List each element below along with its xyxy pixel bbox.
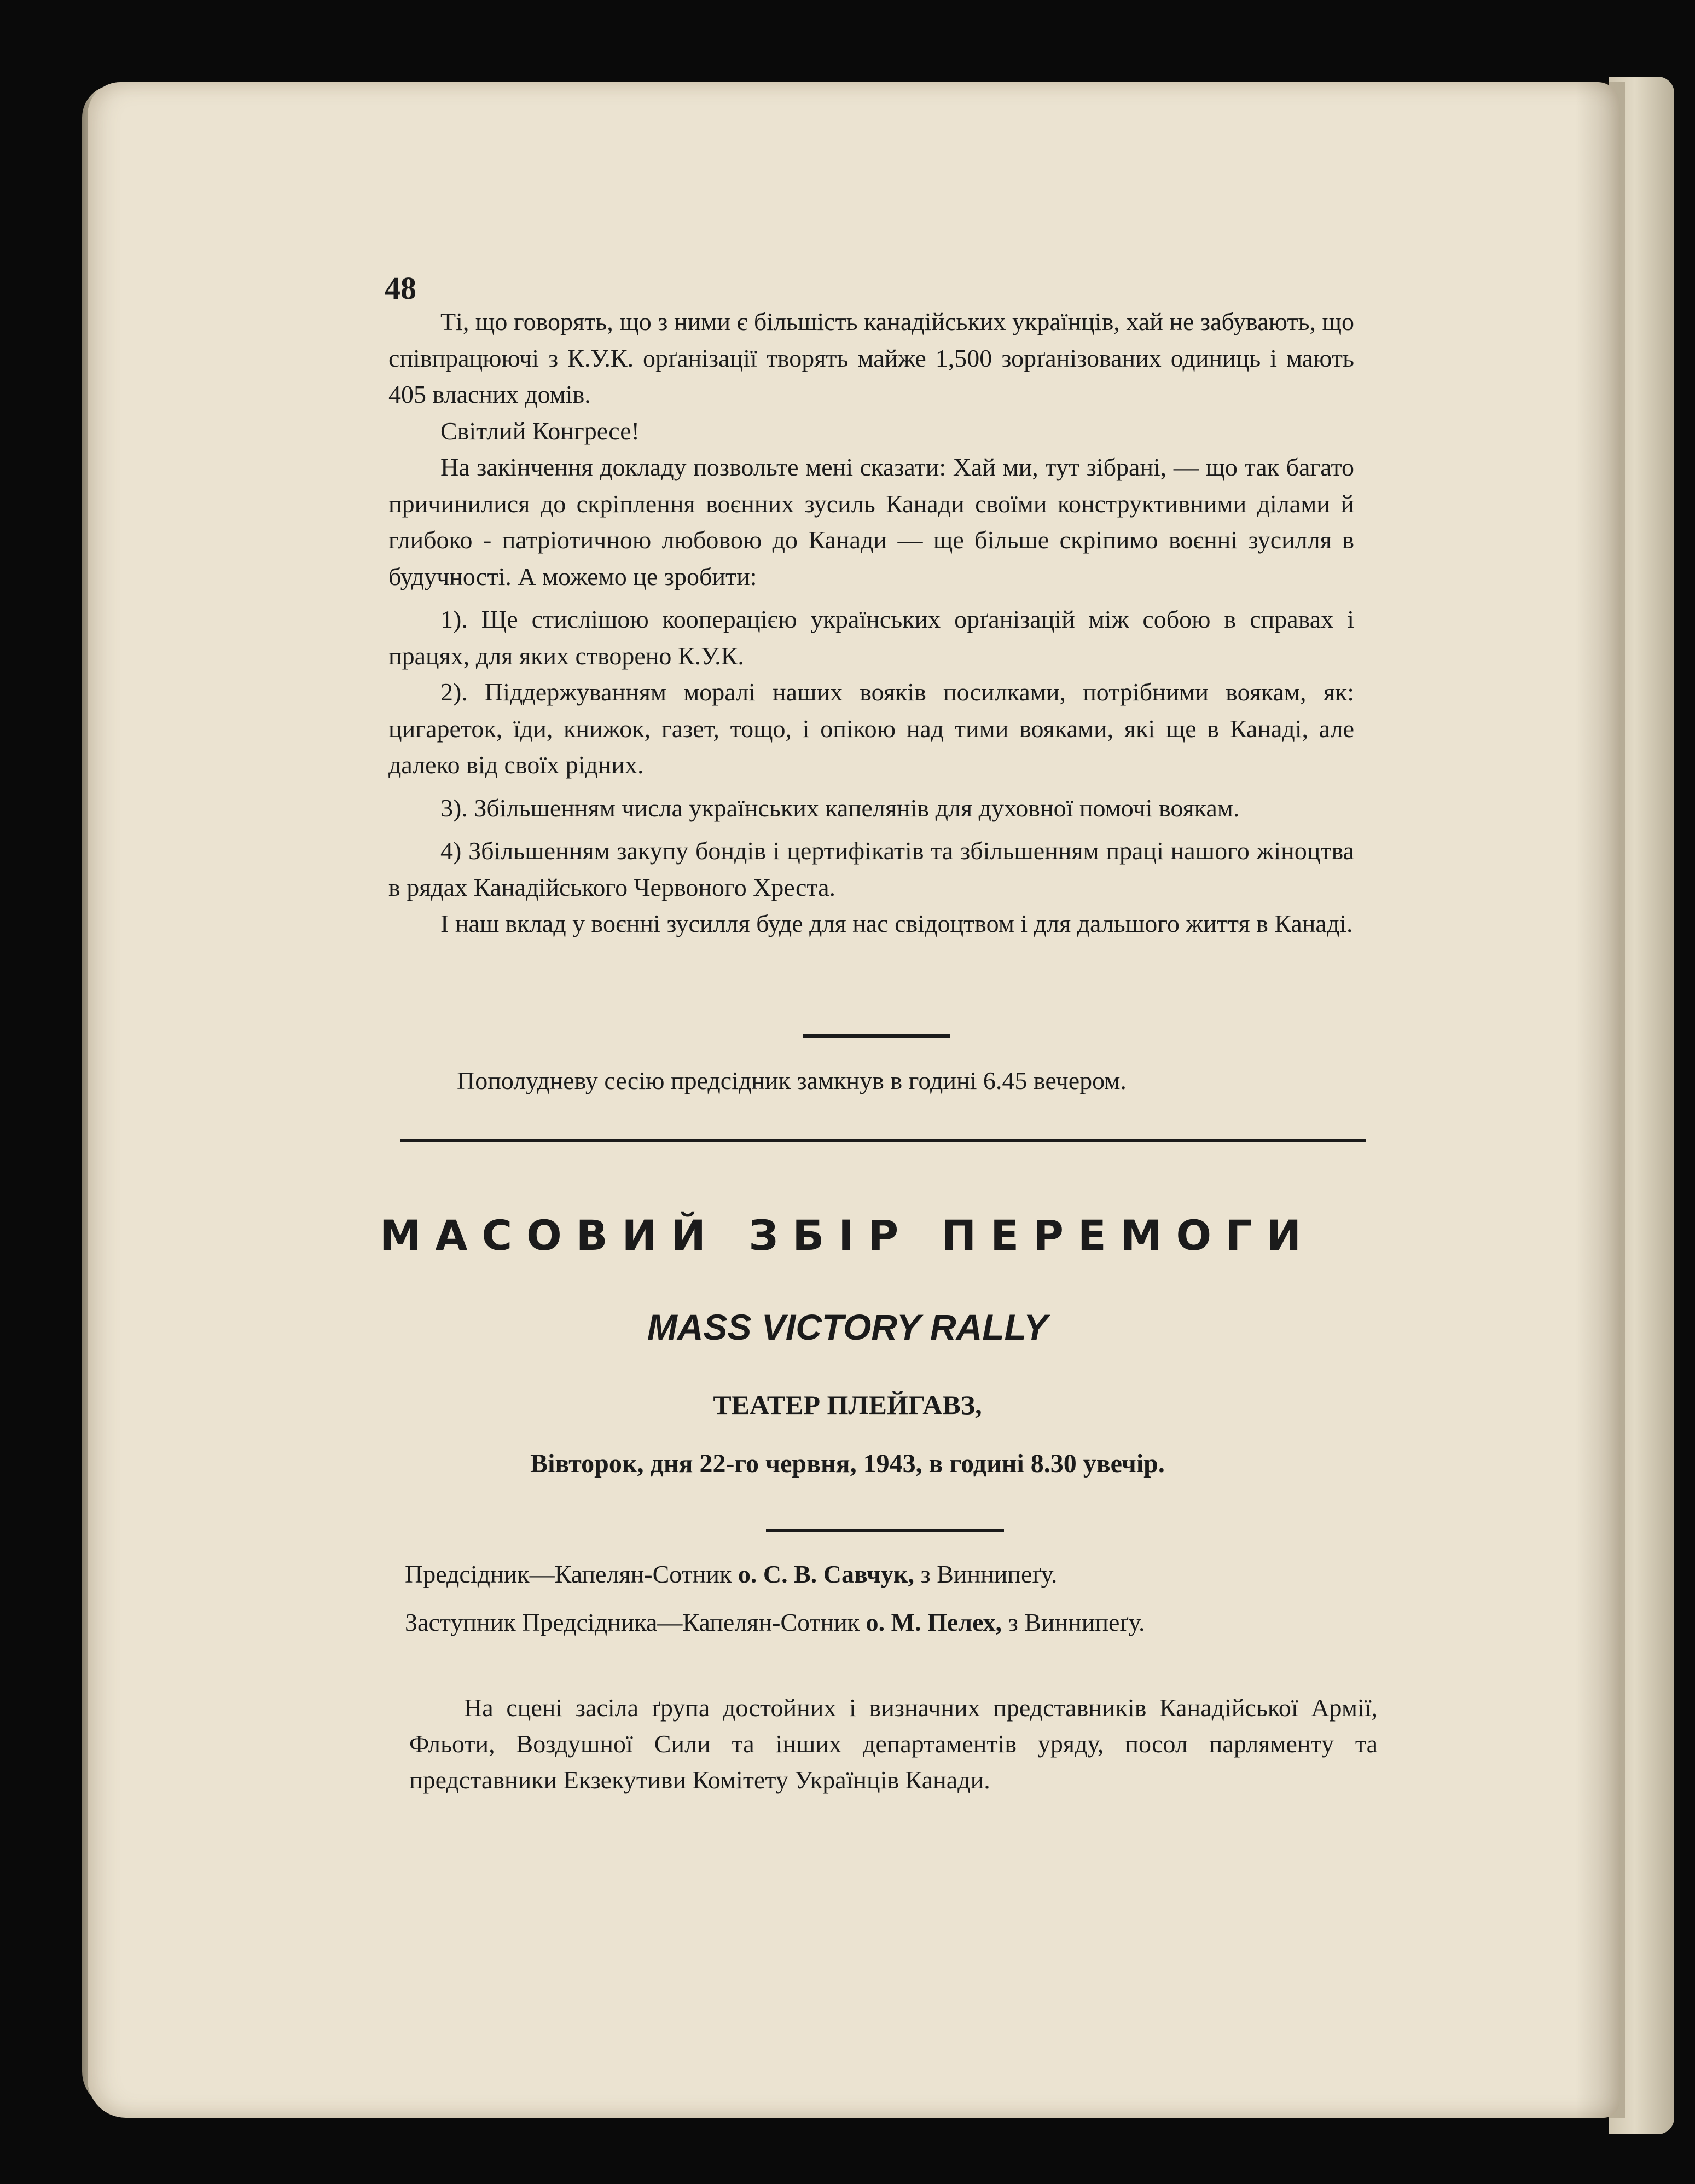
congress-speech-text <box>388 304 1354 942</box>
session-closing-note: Пополудневу сесію предсідник замкнув в годині 6.45 вечером. <box>457 1067 1127 1094</box>
section-divider-long <box>400 1139 1366 1142</box>
paragraph-point-4: 4) Збільшенням закупу бондів і цертифікатів та збільшенням праці нашого жіноцтва в рядах Канадійського Червоного Хреста. <box>388 837 1354 901</box>
vice-chairman-role: Заступник Предсідника—Капелян-Сотник <box>405 1608 866 1636</box>
rally-venue: ТЕАТЕР ПЛЕЙГАВЗ, <box>713 1389 982 1420</box>
page-number: 48 <box>385 270 416 306</box>
chairman-name: о. С. В. Савчук, <box>738 1560 915 1588</box>
chairman-place: з Виннипеґу. <box>914 1560 1058 1588</box>
rally-title-ukrainian: МАСОВИЙ ЗБІР ПЕРЕМОГИ <box>379 1211 1316 1260</box>
paragraph-point-2: 2). Піддержуванням моралі наших вояків посилками, потрібними воякам, як: цигареток, їди, книжок, газет, тощо, і опікою над тими вояками, які ще в Канаді, але далеко від своїх рідних. <box>388 678 1354 779</box>
stage-guests-text <box>409 1690 1378 1798</box>
paragraph-stage: На сцені засіла ґрупа достойних і визначних представників Канадійської Армії, Фльоти, Воздушної Сили та інших департаментів уряду, посол парляменту та представники Екзекутиви Комітету Українців Канади. <box>409 1694 1378 1794</box>
chairman-role: Предсідник—Капелян-Сотник <box>405 1560 738 1588</box>
paragraph-greeting: Світлий Конгресе! <box>440 416 640 445</box>
paragraph-point-3: 3). Збільшенням числа українських капелянів для духовної помочі воякам. <box>440 793 1240 822</box>
paragraph-final: І наш вклад у воєнні зусилля буде для нас свідоцтвом і для дальшого життя в Канаді. <box>440 909 1353 937</box>
paragraph-majority: Ті, що говорять, що з ними є більшість канадійських українців, хай не забувають, що співпрацюючі з К.У.К. орґанізації творять майже 1,500 зорґанізованих одиниць і мають 405 власних домів. <box>388 308 1354 408</box>
vice-chairman-line <box>405 1610 1499 1635</box>
vice-chairman-name: о. М. Пелех, <box>866 1608 1002 1636</box>
rally-datetime: Вівторок, дня 22-го червня, 1943, в годині 8.30 увечір. <box>530 1449 1165 1478</box>
paragraph-conclusion: На закінчення докладу позвольте мені сказати: Хай ми, тут зібрані, — що так багато причинилися до скріплення воєнних зусиль Канади своїми конструктивними ділами й глибоко - патріотичною любовою до Канади — ще більше скріпимо воєнні зусилля в будучності. А можемо це зробити: <box>388 453 1354 590</box>
paragraph-point-1: 1). Ще стислішою кооперацією українських орґанізацій між собою в справах і працях, для яких створено К.У.К. <box>388 605 1354 670</box>
spine-shadow <box>1576 82 1625 2118</box>
rally-title-english: MASS VICTORY RALLY <box>647 1307 1048 1347</box>
chairman-line <box>405 1562 1499 1587</box>
section-divider-mid <box>766 1529 1004 1532</box>
vice-chairman-place: з Виннипеґу. <box>1002 1608 1145 1636</box>
section-divider-short <box>803 1034 950 1038</box>
